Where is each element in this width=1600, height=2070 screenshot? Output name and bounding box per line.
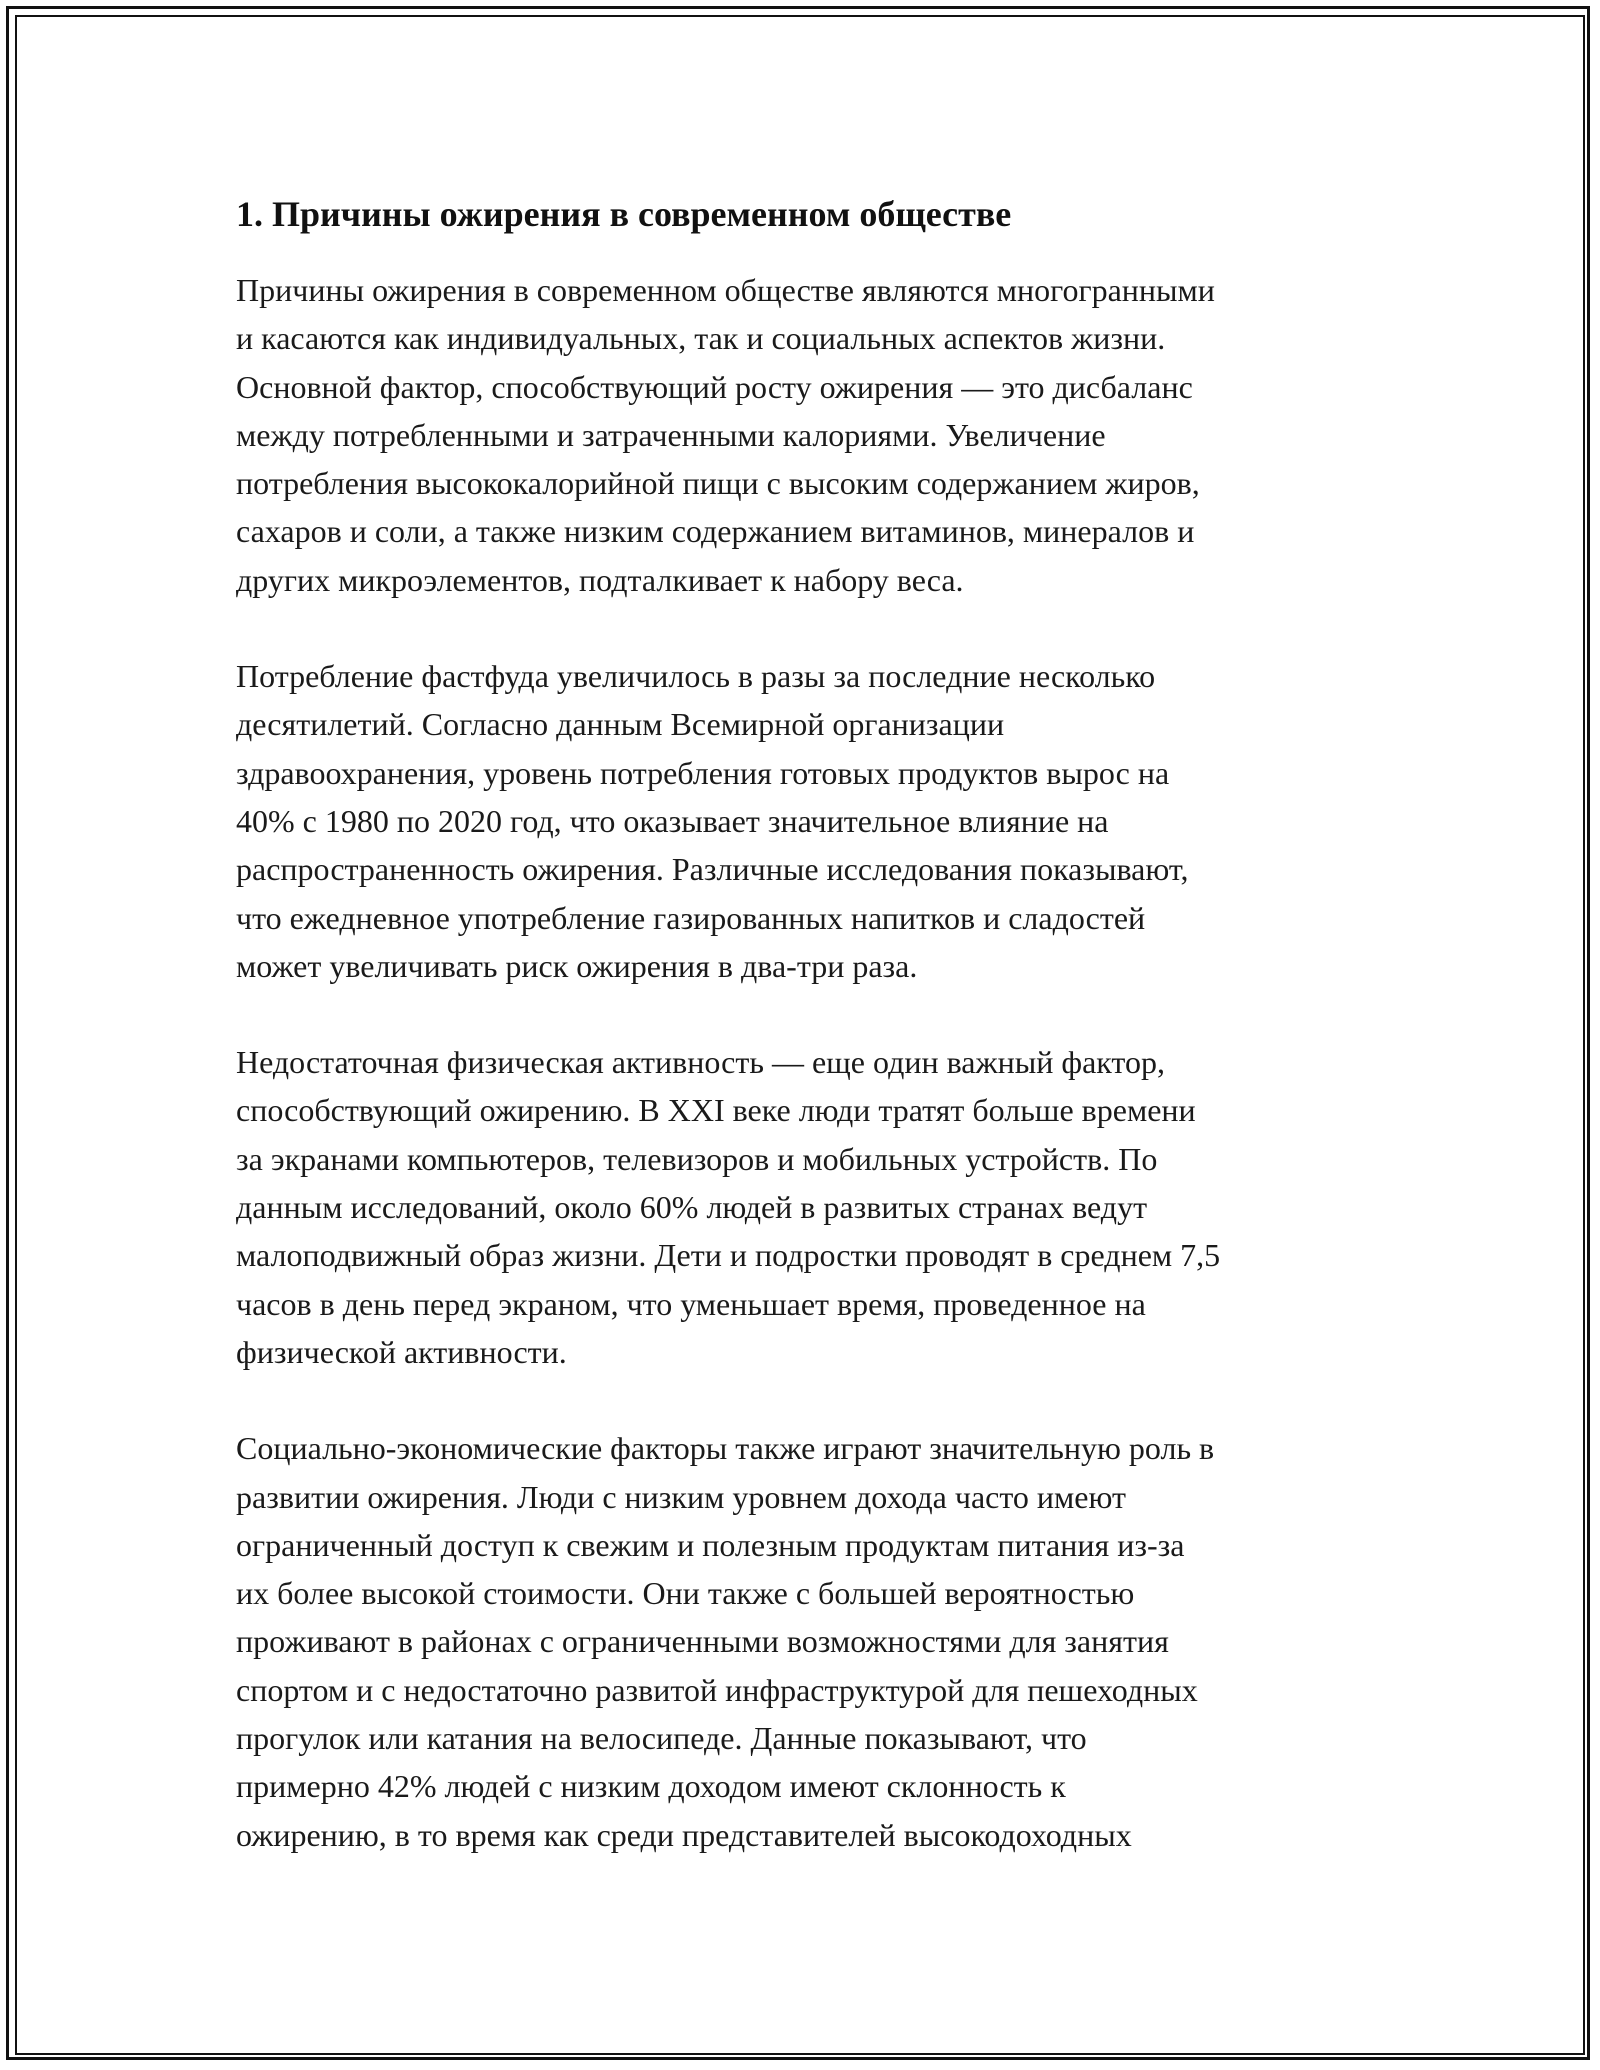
document-body [236,188,1376,1907]
paragraph-3: Недостаточная физическая активность — еще один важный фактор, способствующий ожирению. В XXI веке люди тратят больше времени за экранами компьютеров, телевизоров и мобильных устройств. По данным исследований, около 60% людей в развитых странах ведут малоподвижный образ жизни. Дети и подростки проводят в среднем 7,5 часов в день перед экраном, что уменьшает время, проведенное на физической активности. [236,1044,1221,1370]
paragraph-4: Социально-экономические факторы также играют значительную роль в развитии ожирения. Люди с низким уровнем дохода часто имеют ограниченный доступ к свежим и полезным продуктам питания из-за их более высокой стоимости. Они также с большей вероятностью проживают в районах с ограниченными возможностями для занятия спортом и с недостаточно развитой инфраструктурой для пешеходных прогулок или катания на велосипеде. Данные показывают, что примерно 42% людей с низким доходом имеют склонность к ожирению, в то время как среди представителей высокодоходных [236,1430,1215,1853]
section-heading: 1. Причины ожирения в современном обществе [236,194,1012,234]
paragraph-2: Потребление фастфуда увеличилось в разы за последние несколько десятилетий. Согласно данным Всемирной организации здравоохранения, уровень потребления готовых продуктов вырос на 40% с 1980 по 2020 год, что оказывает значительное влияние на распространенность ожирения. Различные исследования показывают, что ежедневное употребление газированных напитков и сладостей может увеличивать риск ожирения в два-три раза. [236,658,1189,984]
paragraph-1: Причины ожирения в современном обществе являются многогранными и касаются как индивидуальных, так и социальных аспектов жизни. Основной фактор, способствующий росту ожирения — это дисбаланс между потребленными и затраченными калориями. Увеличение потребления высококалорийной пищи с высоким содержанием жиров, сахаров и соли, а также низким содержанием витаминов, минералов и других микроэлементов, подталкивает к набору веса. [236,272,1215,598]
